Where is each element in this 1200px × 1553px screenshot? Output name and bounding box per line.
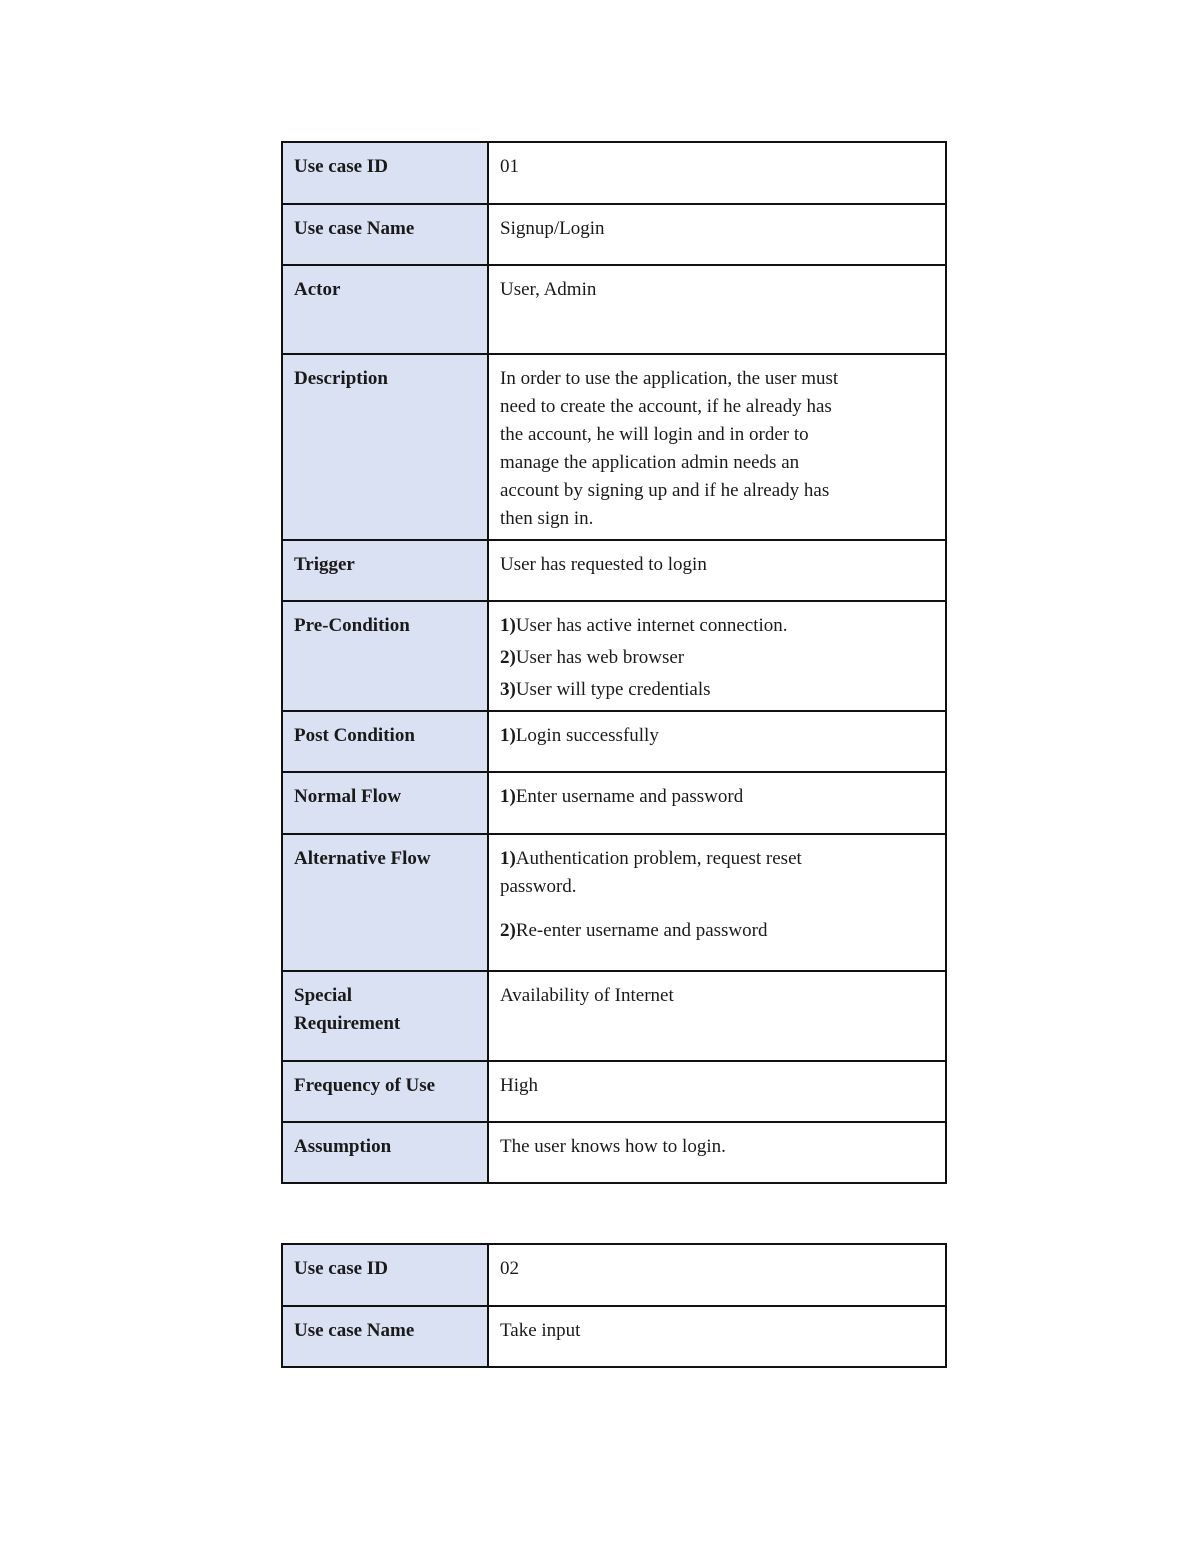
alternative-flow-item <box>500 845 934 901</box>
pre-condition-label: Pre-Condition <box>282 601 488 711</box>
step-number: 2) <box>500 647 516 668</box>
pre-condition-item <box>500 644 934 672</box>
step-text: Authentication problem, request reset password. <box>500 848 802 897</box>
row-use-case-name <box>282 204 946 265</box>
description-value <box>488 354 946 540</box>
actor-value: User, Admin <box>488 265 946 354</box>
row-actor <box>282 265 946 354</box>
row-frequency-of-use <box>282 1061 946 1122</box>
description-line: manage the application admin needs an <box>500 452 800 473</box>
row-trigger <box>282 540 946 601</box>
use-case-name-label: Use case Name <box>282 204 488 265</box>
post-condition-value <box>488 711 946 772</box>
assumption-label: Assumption <box>282 1122 488 1183</box>
row-use-case-name <box>282 1306 946 1367</box>
use-case-id-label: Use case ID <box>282 1244 488 1306</box>
step-text: User will type credentials <box>515 679 711 700</box>
assumption-value: The user knows how to login. <box>488 1122 946 1183</box>
description-label: Description <box>282 354 488 540</box>
alternative-flow-value <box>488 834 946 971</box>
row-special-requirement <box>282 971 946 1061</box>
use-case-id-value: 01 <box>488 142 946 204</box>
description-line: need to create the account, if he already has <box>500 396 832 417</box>
description-line: account by signing up and if he already has <box>500 480 830 501</box>
use-case-table-02 <box>281 1243 947 1368</box>
normal-flow-label: Normal Flow <box>282 772 488 834</box>
step-text: User has web browser <box>515 647 685 668</box>
step-number: 1) <box>500 725 516 746</box>
special-requirement-value: Availability of Internet <box>488 971 946 1061</box>
row-alternative-flow <box>282 834 946 971</box>
step-text: Re-enter username and password <box>515 920 768 941</box>
description-line: In order to use the application, the user must <box>500 368 839 389</box>
step-number: 3) <box>500 679 516 700</box>
use-case-id-label: Use case ID <box>282 142 488 204</box>
pre-condition-item <box>500 676 934 704</box>
label-line: Special <box>294 985 353 1006</box>
description-line: the account, he will login and in order to <box>500 424 809 445</box>
frequency-value: High <box>488 1061 946 1122</box>
step-text: Enter username and password <box>515 786 744 807</box>
description-line: then sign in. <box>500 508 594 529</box>
normal-flow-item <box>500 783 934 811</box>
step-number: 2) <box>500 920 516 941</box>
row-use-case-id <box>282 1244 946 1306</box>
use-case-name-value: Signup/Login <box>488 204 946 265</box>
step-text: Login successfully <box>515 725 659 746</box>
row-description <box>282 354 946 540</box>
row-post-condition <box>282 711 946 772</box>
alternative-flow-label: Alternative Flow <box>282 834 488 971</box>
step-number: 1) <box>500 848 516 869</box>
step-number: 1) <box>500 786 516 807</box>
step-text: User has active internet connection. <box>515 615 788 636</box>
row-assumption <box>282 1122 946 1183</box>
alternative-flow-item <box>500 917 934 945</box>
row-normal-flow <box>282 772 946 834</box>
trigger-label: Trigger <box>282 540 488 601</box>
pre-condition-value <box>488 601 946 711</box>
use-case-id-value: 02 <box>488 1244 946 1306</box>
step-number: 1) <box>500 615 516 636</box>
pre-condition-item <box>500 612 934 640</box>
frequency-label: Frequency of Use <box>282 1061 488 1122</box>
use-case-name-label: Use case Name <box>282 1306 488 1367</box>
row-pre-condition <box>282 601 946 711</box>
post-condition-item <box>500 722 934 750</box>
special-requirement-label <box>282 971 488 1061</box>
actor-label: Actor <box>282 265 488 354</box>
row-use-case-id <box>282 142 946 204</box>
post-condition-label: Post Condition <box>282 711 488 772</box>
trigger-value: User has requested to login <box>488 540 946 601</box>
normal-flow-value <box>488 772 946 834</box>
label-line: Requirement <box>294 1013 401 1034</box>
use-case-name-value: Take input <box>488 1306 946 1367</box>
use-case-table-01 <box>281 141 947 1184</box>
